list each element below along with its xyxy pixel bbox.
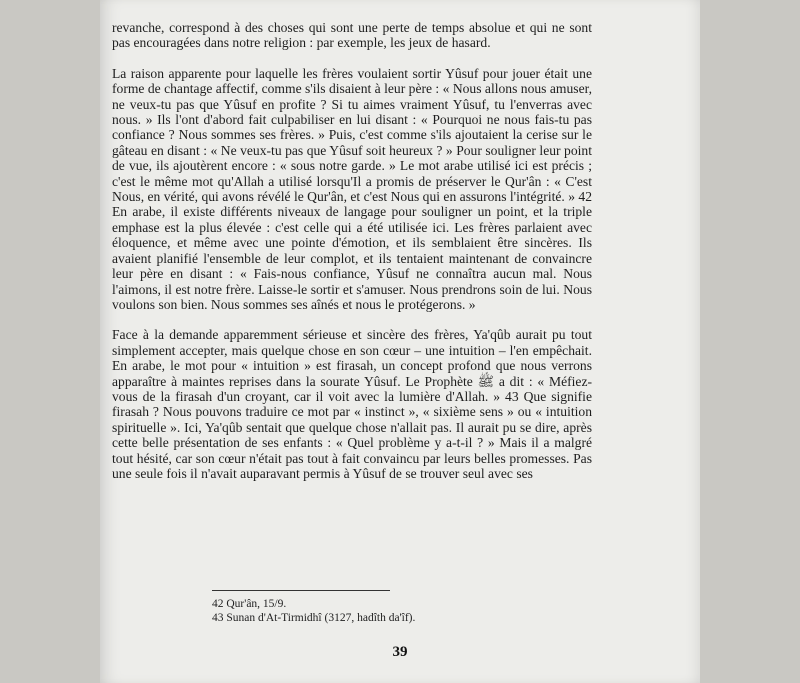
paragraph-3: Face à la demande apparemment sérieuse et sincère des frères, Ya'qûb aurait pu tout simplement accepter, mais quelque chose en son cœur – une intuition – l'en empêchait. En arabe, le mot pour « intuition » est firasah, un concept profond que nous verrons apparaître à maintes reprises dans la sourate Yûsuf. Le Prophète ﷺ a dit : « Méfiez-vous de la firasah d'un croyant, car il voit avec la lumière d'Allah. » 43 Que signifie firasah ? Nous pouvons traduire ce mot par « instinct », « sixième sens » ou « intuition spirituelle ». Ici, Ya'qûb sentait que quelque chose n'allait pas. Il aurait pu se dire, après cette belle présentation de ses enfants : « Quel problème y a-t-il ? » Mais il a malgré tout hésité, car son cœur n'était pas tout à fait convaincu par leurs belles promesses. Pas une seule fois il n'avait auparavant permis à Yûsuf de se trouver seul avec ses: [112, 327, 593, 481]
footnotes: [212, 598, 592, 625]
footnote-42: 42 Qur'ân, 15/9.: [212, 598, 287, 610]
paragraph-2: La raison apparente pour laquelle les frères voulaient sortir Yûsuf pour jouer était une forme de chantage affectif, comme s'ils disaient à leur père : « Nous allons nous amuser, ne veux-tu pas que Yûsuf en profite ? Si tu aimes vraiment Yûsuf, tu l'enverras avec nous. » Ils l'ont d'abord fait culpabiliser en lui disant : « Pourquoi ne nous fais-tu pas confiance ? Nous sommes ses frères. » Puis, c'est comme s'ils ajoutaient la cerise sur le gâteau en disant : « Ne veux-tu pas que Yûsuf soit heureux ? » Pour souligner leur point de vue, ils ajoutèrent encore : « sous notre garde. » Le mot arabe utilisé ici est précis ; c'est le même mot qu'Allah a utilisé lorsqu'Il a promis de préserver le Qur'ân : « C'est Nous, en vérité, qui avons révélé le Qur'ân, et c'est Nous qui en assurons l'intégrité. » 42 En arabe, il existe différents niveaux de langage pour souligner un point, et la triple emphase est la plus élevée : c'est celle qui a été utilisée ici. Les frères parlaient avec éloquence, et même avec une pointe d'émotion, et ils semblaient être sincères. Ils avaient planifié l'ensemble de leur complot, et ils tentaient maintenant de convaincre leur père en disant : « Fais-nous confiance, Yûsuf ne connaîtra aucun mal. Nous l'aimons, il est notre frère. Laisse-le sortir et s'amuser. Nous prendrons soin de lui. Nous voulons son bien. Nous sommes ses aînés et nous le protégerons. »: [112, 65, 592, 312]
footnote-divider: [212, 590, 390, 591]
footnote-43: 43 Sunan d'At-Tirmidhî (3127, hadîth da'îf).: [212, 611, 416, 624]
paragraph-1: revanche, correspond à des choses qui sont une perte de temps absolue et qui ne sont pas encouragées dans notre religion : par exemple, les jeux de hasard.: [112, 20, 592, 51]
page-number: 39: [392, 644, 408, 660]
body-text: [112, 20, 592, 496]
